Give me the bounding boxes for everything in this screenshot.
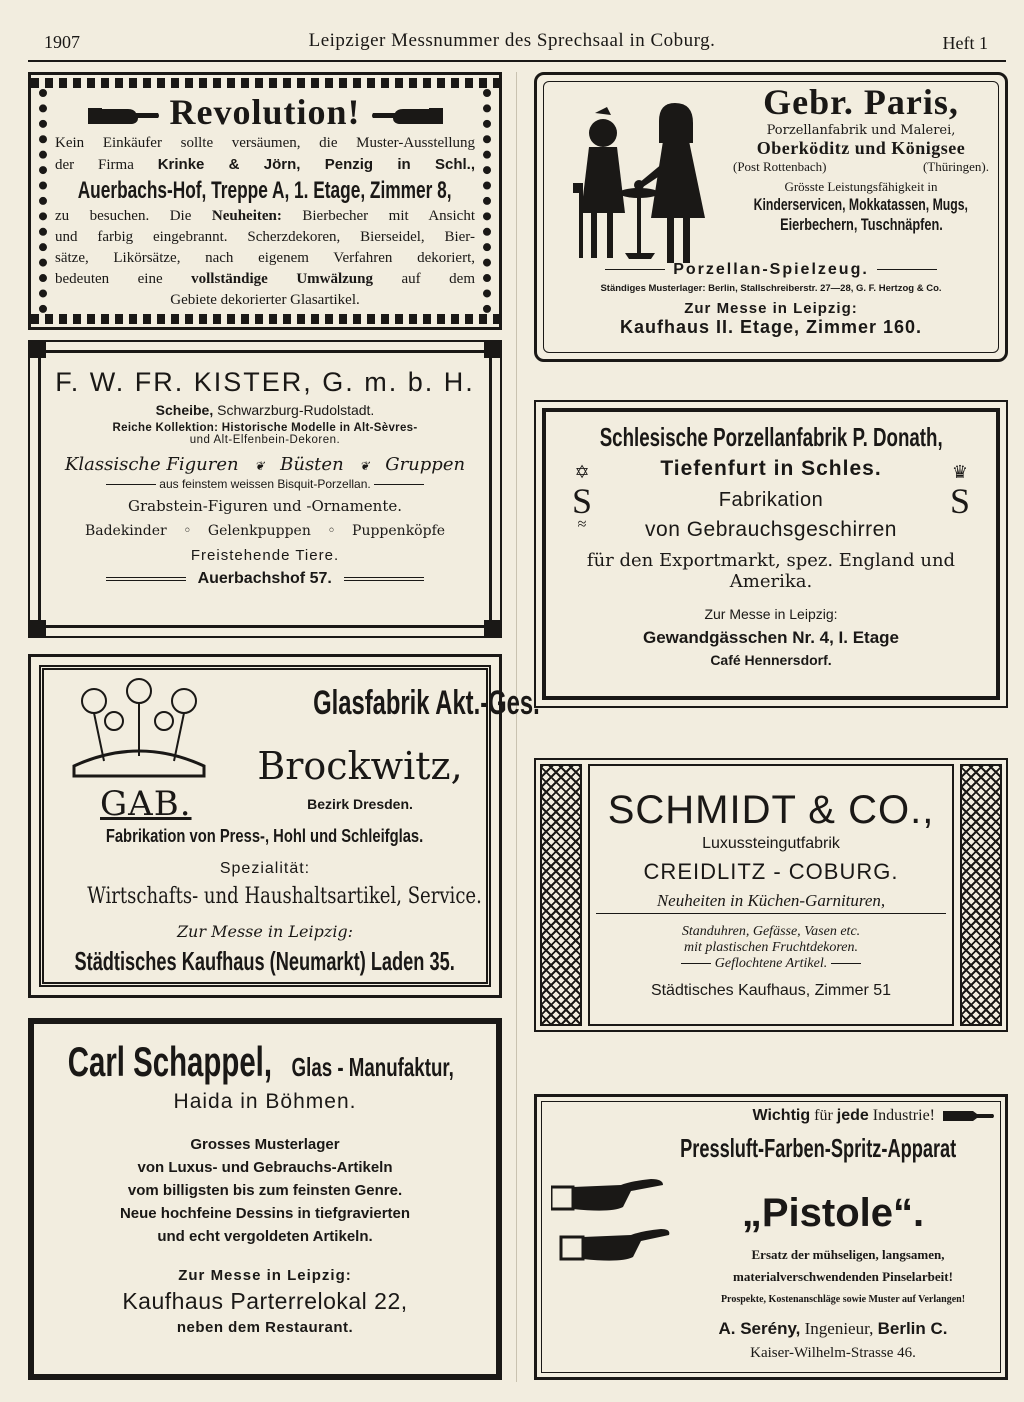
ad-kister-dolls3: Puppenköpfe bbox=[352, 523, 446, 539]
braided-border-left bbox=[540, 764, 582, 1026]
ad-donath bbox=[534, 400, 1008, 708]
ad-glas-district: Bezirk Dresden. bbox=[307, 796, 413, 812]
ad-pistole-top-d: Industrie! bbox=[868, 1107, 935, 1124]
rev-line-4a: zu besuchen. Die bbox=[55, 208, 212, 224]
ad-donath-mark-left-letter: S bbox=[571, 481, 593, 521]
ad-glas-town: Brockwitz, bbox=[257, 744, 463, 788]
ad-schmidt-place: Städtisches Kaufhaus, Zimmer 51 bbox=[650, 982, 892, 999]
rev-line-7b: vollständige Umwälzung bbox=[191, 271, 373, 287]
ad-donath-title-row bbox=[546, 422, 996, 453]
ad-kister-material: aus feinstem weissen Bisquit-Porzellan. bbox=[159, 477, 371, 491]
ad-glas-spec: Spezialität: bbox=[219, 860, 311, 877]
ad-donath-mark-left bbox=[562, 462, 602, 531]
journal-title: Leipziger Messnummer des Sprechsaal in Coburg. bbox=[308, 30, 716, 51]
ad-schmidt-title: SCHMIDT & CO., bbox=[607, 788, 935, 832]
ad-pistole-street: Kaiser-Wilhelm-Strasse 46. bbox=[750, 1345, 916, 1361]
ad-donath-title: Schlesische Porzellanfabrik P. Donath, bbox=[599, 422, 943, 452]
pointing-hands-icon bbox=[551, 1169, 671, 1279]
ad-schappel-place: Kaufhaus Parterrelokal 22, bbox=[122, 1288, 408, 1314]
page-header bbox=[0, 0, 1024, 70]
rev-line-2 bbox=[55, 154, 475, 176]
children-tea-party-silhouette bbox=[555, 93, 725, 273]
ad-pistole-top-c: jede bbox=[836, 1107, 869, 1124]
ad-paris-fair: Zur Messe in Leipzig: bbox=[684, 300, 858, 317]
ad-glas-body bbox=[39, 665, 540, 987]
ad-paris-title: Gebr. Paris, bbox=[763, 82, 959, 122]
firm-name: Krinke & Jörn, Penzig in Schl., bbox=[157, 156, 475, 173]
ad-revolution bbox=[28, 72, 502, 330]
ad-pistole-r3: Prospekte, Kostenanschläge sowie Muster auf Verlangen! bbox=[720, 1294, 966, 1305]
rev-line-1: Kein Einkäufer sollte versäumen, die Muster-Ausstellung bbox=[55, 135, 475, 151]
rev-line-7 bbox=[55, 269, 475, 290]
flower-crown-logo-icon bbox=[54, 676, 224, 796]
ad-donath-fair: Zur Messe in Leipzig: bbox=[704, 606, 838, 622]
ad-pistole-top-a: Wichtig bbox=[752, 1107, 811, 1124]
ad-pistole-top-b: für bbox=[810, 1107, 837, 1124]
ad-kister-fig3: Gruppen bbox=[385, 454, 466, 475]
ad-schappel-trade: Glas - Manufaktur, bbox=[291, 1052, 455, 1082]
rev-line-7c: auf dem bbox=[373, 271, 475, 287]
ad-schmidt-location: CREIDLITZ - COBURG. bbox=[643, 859, 899, 884]
ad-kister-material-row bbox=[41, 477, 489, 491]
ad-glasfabrik bbox=[28, 654, 540, 998]
ad-paris-toy-line bbox=[547, 261, 995, 279]
ad-schappel-l3: vom billigsten bis zum feinsten Genre. bbox=[127, 1182, 403, 1199]
rev-line-5: und farbig eingebrannt. Scherzdekoren, Bierseidel, Bier- bbox=[55, 229, 475, 245]
ad-kister-address-row bbox=[41, 570, 489, 588]
ad-glas-title: Glasfabrik Akt.-Ges. bbox=[313, 684, 540, 722]
ad-schappel bbox=[28, 1018, 502, 1380]
rev-line-4 bbox=[55, 206, 475, 227]
ad-paris-location: Oberköditz und Königsee bbox=[756, 138, 966, 158]
ad-paris-post bbox=[727, 159, 995, 175]
ad-kister-fig1: Klassische Figuren bbox=[64, 454, 239, 475]
ad-schmidt-items3-row bbox=[590, 956, 952, 972]
rev-line-8: Gebiete dekorierter Glasartikel. bbox=[170, 292, 360, 308]
ad-donath-body bbox=[542, 408, 1000, 700]
pointing-hand-right-icon bbox=[88, 105, 160, 127]
rev-line-6: sätze, Likörsätze, nach eigenem Verfahren dekoriert, bbox=[55, 250, 475, 266]
ad-revolution-title-row bbox=[55, 91, 475, 133]
pointing-hand-left-icon bbox=[371, 105, 443, 127]
ad-schmidt-sub: Luxussteingutfabrik bbox=[702, 835, 840, 852]
leaf-ornament-icon: ❦ bbox=[254, 459, 265, 473]
ad-donath-cafe: Café Hennersdorf. bbox=[710, 652, 832, 668]
ad-schmidt-items2: mit plastischen Fruchtdekoren. bbox=[683, 940, 859, 955]
wave-icon: ≈ bbox=[577, 516, 587, 533]
ad-schmidt-body bbox=[588, 764, 954, 1026]
ad-pistole bbox=[534, 1094, 1008, 1380]
ad-glas-fab-text: Fabrikation von Press-, Hohl und Schleifglas. bbox=[106, 826, 424, 846]
ad-kister bbox=[28, 340, 502, 638]
ad-donath-place: Gewandgässchen Nr. 4, I. Etage bbox=[642, 628, 900, 647]
ad-pistole-maker-c: Berlin C. bbox=[877, 1319, 948, 1338]
ad-kister-grave: Grabstein-Figuren und -Ornamente. bbox=[127, 497, 403, 515]
issue-number: Heft 1 bbox=[942, 33, 988, 53]
gab-logo: GAB. bbox=[100, 784, 192, 824]
ad-glas-items-text: Wirtschafts- und Haushaltsartikel, Service. bbox=[87, 884, 482, 909]
ad-kister-collection-1: Reiche Kollektion: Historische Modelle in Alt-Sèvres- bbox=[112, 422, 418, 434]
rev-line-7a: bedeuten eine bbox=[55, 271, 192, 287]
ad-gebr-paris bbox=[534, 72, 1008, 362]
ad-paris-post-left: (Post Rottenbach) bbox=[733, 159, 827, 174]
ad-revolution-title: Revolution! bbox=[169, 92, 361, 132]
ad-kister-location bbox=[41, 402, 489, 418]
ad-schappel-location: Haida in Böhmen. bbox=[173, 1090, 357, 1113]
ad-pistole-maker-a: A. Serény, bbox=[718, 1319, 801, 1338]
column-divider bbox=[516, 72, 517, 1382]
ad-paris-toy: Porzellan-Spielzeug. bbox=[673, 261, 869, 278]
ad-kister-dolls2: Gelenkpuppen bbox=[207, 523, 311, 539]
ad-schappel-name: Carl Schappel, bbox=[68, 1038, 273, 1085]
ad-schmidt-items1: Standuhren, Gefässe, Vasen etc. bbox=[681, 924, 861, 939]
ad-schappel-l4: Neue hochfeine Dessins in tiefgravierten bbox=[119, 1205, 411, 1222]
ad-donath-location: Tiefenfurt in Schles. bbox=[660, 457, 882, 480]
rev-line-4c: Bierbecher mit Ansicht bbox=[281, 208, 475, 224]
ad-kister-address: Auerbachshof 57. bbox=[197, 570, 332, 587]
ad-pistole-maker bbox=[667, 1319, 999, 1339]
ad-schappel-fair: Zur Messe in Leipzig: bbox=[178, 1267, 352, 1284]
ad-donath-mark-right bbox=[940, 462, 980, 519]
ad-revolution-body bbox=[39, 89, 491, 313]
ad-paris-products-1 bbox=[727, 195, 995, 215]
ad-donath-fabrication: Fabrikation bbox=[718, 489, 824, 511]
crown-icon: ♛ bbox=[951, 462, 969, 482]
ad-paris-products-1-text: Kinderservicen, Mokkatassen, Mugs, bbox=[753, 195, 969, 214]
ad-kister-figures bbox=[41, 454, 489, 475]
ad-glas-place-text: Städtisches Kaufhaus (Neumarkt) Laden 35. bbox=[74, 946, 456, 976]
ad-glas-fab bbox=[44, 826, 486, 847]
ad-paris-subtitle: Porzellanfabrik und Malerei, bbox=[766, 123, 956, 138]
leaf-ornament-icon: ❦ bbox=[359, 459, 370, 473]
ad-schmidt bbox=[534, 758, 1008, 1032]
ad-pistole-maker-b: Ingenieur, bbox=[800, 1319, 878, 1338]
ad-kister-dolls: Badekinder ◦ Gelenkpuppen ◦ Puppenköpfe bbox=[84, 523, 446, 539]
ad-donath-goods: von Gebrauchsgeschirren bbox=[645, 518, 897, 541]
ad-glas-items bbox=[44, 884, 486, 909]
ad-kister-animals: Freistehende Tiere. bbox=[190, 547, 340, 564]
ad-schmidt-news: Neuheiten in Küchen-Garnituren, bbox=[596, 891, 946, 914]
ad-schappel-near: neben dem Restaurant. bbox=[176, 1319, 354, 1336]
ad-paris-store: Ständiges Musterlager: Berlin, Stallschreiberstr. 27—28, G. F. Hertzog & Co. bbox=[600, 283, 942, 294]
ad-pistole-name: „Pistole“. bbox=[741, 1191, 925, 1235]
ad-kister-dolls1: Badekinder bbox=[84, 523, 167, 539]
ad-schappel-l1: Grosses Musterlager bbox=[190, 1136, 340, 1153]
ad-paris-text bbox=[727, 81, 995, 235]
ad-pistole-product-text: Pressluft-Farben-Spritz-Apparat bbox=[679, 1133, 957, 1163]
ad-schappel-l5: und echt vergoldeten Artikeln. bbox=[157, 1228, 373, 1245]
pointing-hand-right-icon bbox=[943, 1108, 995, 1124]
braided-border-right bbox=[960, 764, 1002, 1026]
ad-kister-fig2: Büsten bbox=[280, 454, 344, 475]
ad-kister-loc-a: Scheibe, bbox=[155, 402, 214, 418]
ad-kister-body bbox=[38, 350, 492, 628]
ad-kister-title: F. W. FR. KISTER, G. m. b. H. bbox=[55, 367, 475, 397]
ad-schappel-title-row bbox=[34, 1038, 496, 1086]
ad-pistole-r1: Ersatz der mühseligen, langsamen, bbox=[751, 1247, 945, 1262]
year: 1907 bbox=[44, 32, 80, 52]
ad-glas-title-row bbox=[234, 684, 540, 723]
ad-pistole-r2: materialverschwendenden Pinselarbeit! bbox=[733, 1269, 953, 1284]
ad-donath-export: für den Exportmarkt, spez. England und Amerika. bbox=[586, 550, 956, 592]
ad-glas-place bbox=[44, 946, 486, 977]
ad-paris-place: Kaufhaus II. Etage, Zimmer 160. bbox=[619, 317, 923, 337]
rev-line-4b: Neuheiten: bbox=[211, 208, 282, 224]
ad-schmidt-items3: Geflochtene Artikel. bbox=[714, 956, 828, 971]
star-icon: ✡ bbox=[574, 462, 590, 482]
ad-paris-post-right: (Thüringen). bbox=[922, 159, 989, 174]
rev-location-text: Auerbachs-Hof, Treppe A, 1. Etage, Zimmer 8, bbox=[78, 177, 452, 204]
ad-donath-mark-right-letter: S bbox=[949, 481, 971, 521]
ad-paris-capacity: Grösste Leistungsfähigkeit in bbox=[784, 179, 938, 194]
ad-kister-collection-2: und Alt-Elfenbein-Dekoren. bbox=[189, 434, 341, 446]
ad-kister-loc-b: Schwarzburg-Rudolstadt. bbox=[213, 402, 375, 418]
header-rule bbox=[28, 60, 1006, 62]
ad-glas-fair: Zur Messe in Leipzig: bbox=[176, 922, 354, 941]
rev-line-2a: der Firma bbox=[55, 157, 158, 173]
ad-paris-products-2 bbox=[727, 215, 995, 235]
ad-pistole-product bbox=[637, 1133, 999, 1164]
ad-schappel-l2: von Luxus- und Gebrauchs-Artikeln bbox=[137, 1159, 393, 1176]
ad-paris-products-2-text: Eierbechern, Tuschnäpfen. bbox=[779, 215, 943, 234]
ad-pistole-top bbox=[537, 1107, 1005, 1125]
rev-location bbox=[55, 176, 475, 206]
ad-paris-bottom bbox=[547, 261, 995, 338]
